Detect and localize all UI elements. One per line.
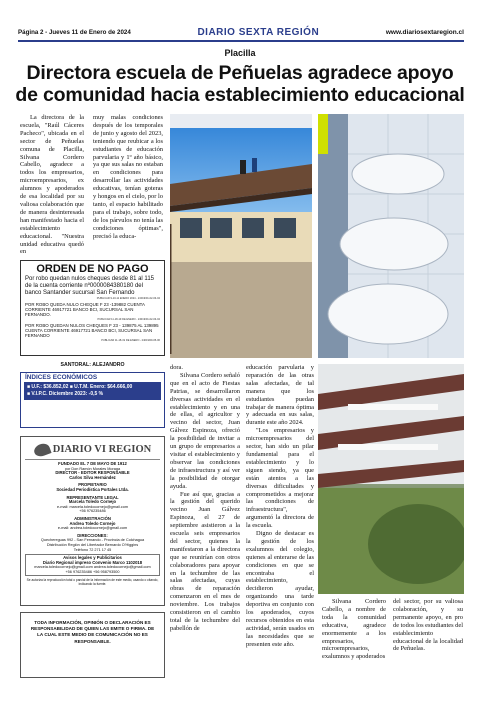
director-label: DIRECTOR - EDITOR RESPONSABLE — [55, 470, 130, 476]
legal-mail[interactable]: e-mail: marcela.toledocornejo@gmail.com — [57, 504, 128, 509]
staff-box — [20, 436, 165, 606]
orden-title: ORDEN DE NO PAGO — [36, 263, 149, 275]
logo-mark-icon — [32, 441, 51, 458]
paragraph: Silvana Cordero Cabello, a nombre de toda la comunidad educativa, agradece enormemente a los empresarios, microempresarios, exalumnos y apoderados — [322, 598, 386, 661]
orden-text-1: Por robo quedan nulos cheques desde 81 al 115 de la cuenta corriente nº0000084380180 del banco Santander sucursal San Fernando — [25, 276, 154, 296]
santoral: SANTORAL: ALEJANDRO — [60, 362, 125, 368]
address-label: DIRECCIONES: — [77, 532, 108, 538]
newspaper-logo — [25, 440, 160, 460]
legal-phone: +56 976235486 — [79, 509, 106, 514]
paragraph: muy malas condiciones después de los temporales de junio y agosto del 2023, teniendo que reubicar a los estudiantes de educación parvularia y 1º año básico, ya que sus salas no estaban en condiciones para desarrollar las actividades educativas, tenían goteras y hongos en el cielo, por lo tanto, el espacio habilitado para el trabajo, sobre todo, de los párvulos no tenía las condiciones óptimas", precisó la educa- — [93, 114, 163, 240]
paragraph: educación parvularia y reparación de las otras salas afectadas, de tal manera que los estudiantes puedan trabajar de manera óptima y adecuada en sus salas, durante este año 2024. — [246, 364, 314, 427]
bathroom-sinks-illustration — [318, 114, 464, 358]
page-date: Página 2 - Jueves 11 de Enero de 2024 — [18, 28, 131, 36]
ads-phones: +56 976235486 +56 958793500 — [65, 569, 120, 574]
director: Carlos Silva Hernández — [69, 474, 116, 480]
article-column-6 — [393, 598, 463, 670]
address: Quechereguas 992 - San Fernando - Provincia de Colchagua — [40, 538, 145, 543]
ceiling-illustration — [318, 364, 464, 594]
header-rule — [18, 40, 464, 42]
ads-print: Diario Regional impreso Convenio Marco 1102018 — [42, 559, 143, 565]
admin-label: ADMINISTRACIÓN — [74, 515, 111, 521]
indices-values — [24, 382, 161, 400]
orden-pub-1: PUBLICAR 9-10-11 ENERO 2024 - 24019/01-02-03-04 — [96, 297, 160, 301]
article-column-1 — [20, 114, 84, 256]
site-url[interactable]: www.diariosextaregion.cl — [385, 28, 464, 36]
ads-mails[interactable]: marcela.toledocornejo@gmail.com andrea.toledocornejo@gmail.com — [34, 565, 151, 570]
orden-text-3: POR ROBO QUEDAN NULOS CHEQUES F 23 - 139875 AL 139895 CUENTA CORRIENTE 46917721 BANCO BCI, SUCURSAL SAN FERNANDO — [25, 323, 159, 339]
orden-no-pago-box — [20, 260, 165, 356]
article-column-4 — [246, 364, 314, 654]
ads-label: Avisos legales y Publicitarios — [63, 555, 122, 561]
orden-text-2: POR ROBO QUEDA NULO CHEQUE F 23 -139882 CUENTA CORRIENTE 46917721 BANCO BCI, SUCURSAL SAN FERNANDO. — [25, 302, 145, 318]
school-building-illustration — [170, 114, 312, 358]
admin-mail[interactable]: e-mail: andrea.toledocornejo@gmail.com — [57, 526, 128, 531]
owner-label: PROPIETARIO — [78, 482, 107, 488]
disclaimer: Se autoriza la reproducción total o parcial de la información de este medio, usando o citando, indicando la fuente. — [26, 578, 159, 587]
indices-row-1: ■ U.F.: $36.852,02 ■ U.T.M. Enero: $64.666,00 — [27, 384, 133, 390]
legal-name: Marcela Toledo Cornejo — [68, 499, 117, 505]
indices-row-2: ■ V.I.P.C. Diciembre 2023: -0,5 % — [27, 391, 104, 397]
indices-title: ÍNDICES ECONÓMICOS — [25, 374, 98, 381]
orden-pub-3: PUBLICAR 11-18-19 DE ENERO - 24019/09-05-06 — [101, 339, 160, 343]
paragraph: del sector, por su valiosa colaboración, y su permanente apoyo, en pro de todos los estudiantes del establecimiento educacional de la localidad de Peñuelas. — [393, 598, 463, 653]
paragraph: Silvana Cordero señaló que en el acto de Fiestas Patrias, se desarrollaron diversas actividades en el establecimiento y en una de ellas, el agricultor y vecino del sector, Juan Gálvez Espinoza, ofreció la posibilidad de invitar a un grupo de empresarios a visitar el establecimiento y observar las condiciones de infraestructura y así ver la posibilidad de otorgar ayuda. — [170, 371, 240, 490]
article-column-3 — [170, 364, 240, 654]
owner: Sociedad Periodística Portales Ltda. — [56, 486, 129, 492]
admin-name: Andrea Toledo Cornejo — [69, 520, 116, 526]
founder: por Don Ramón Morales Moraga — [64, 466, 121, 471]
paragraph: Digno de destacar es la gestión de los exalumnos del colegio, quienes al enterarse de las condiciones en que se encontraba el establecimiento, decidieron ayudar, organizando una tarde deportiva en conjunto con los apoderados, cuyos recursos obtenidos en esta actividad, serán usados en las necesidades que se presenten este año. — [246, 530, 314, 648]
ads-box — [25, 554, 160, 576]
paragraph: dora. — [170, 364, 183, 371]
page-header — [18, 24, 464, 40]
masthead: DIARIO SEXTA REGIÓN — [197, 26, 320, 38]
economic-indices — [20, 372, 165, 428]
ceiling-lights-photo — [318, 364, 464, 594]
paragraph: Fue así que, gracias a la gestión del querido vecino Juan Gálvez Espinoza, el 27 de septiembre asistieron a la escuela seis empresarios del sector, quienes la manifestaron a la directora que se reunirían con otros colaboradores para apoyar en la techumbre de las salas afectadas, cuyas obras de reparación comenzaron en el mes de noviembre. Los trabajos consistieron en el cambio total de la techumbre del pabellón de — [170, 490, 240, 632]
section-label: Placilla — [224, 48, 256, 58]
article-column-5 — [322, 598, 386, 670]
headline: Directora escuela de Peñuelas agradece apoyo de comunidad hacia establecimiento educacional — [15, 62, 465, 106]
founded: FUNDADO EL 7 DE MAYO DE 1912 — [58, 461, 127, 466]
paragraph: La directora de la escuela, "Raúl Cáceres Pacheco", ubicada en el sector de Peñuelas comuna de Placilla, Silvana Cordero Cabello, agradece a todos los empresarios, microempresarios, ex alumnos y apoderados de esa localidad por su valiosa colaboración que de manera desinteresada han manifestado hacia el establecimiento educacional. "Nuestra unidad educativa quedó en — [20, 114, 84, 256]
logo-text: DIARIO VI REGION — [52, 444, 152, 455]
legal-label: REPRESENTANTE LEGAL — [66, 494, 119, 500]
school-building-photo — [170, 114, 312, 358]
paragraph: "Los empresarios y microempresarios del sector, han sido un pilar fundamental para el establecimiento y lo siguen siendo, ya que están atentos a las diversas dificultades y comprometidos a mejorar las condiciones de infraestructura", argumentó la directora de la escuela. — [246, 427, 314, 530]
phone: Teléfono 72 271 17 45 — [73, 547, 112, 552]
distribution: Distribución Región del Libertador Bernardo O'Higgins — [46, 542, 139, 547]
article-column-2 — [93, 114, 163, 256]
bathroom-sinks-photo — [318, 114, 464, 358]
responsibility-notice: TODA INFORMACIÓN, OPINIÓN O DECLARACIÓN ES RESPONSABILIDAD DE QUIEN LAS EMITE O FIRMA. DE LA CUAL ESTE MEDIO DE COMUNICACIÓN NO ES RESPONSABLE. — [20, 612, 165, 678]
orden-pub-2: PUBLICAR 11-18-19 DE ENERO - 24019/01-02-03-04 — [97, 318, 160, 322]
